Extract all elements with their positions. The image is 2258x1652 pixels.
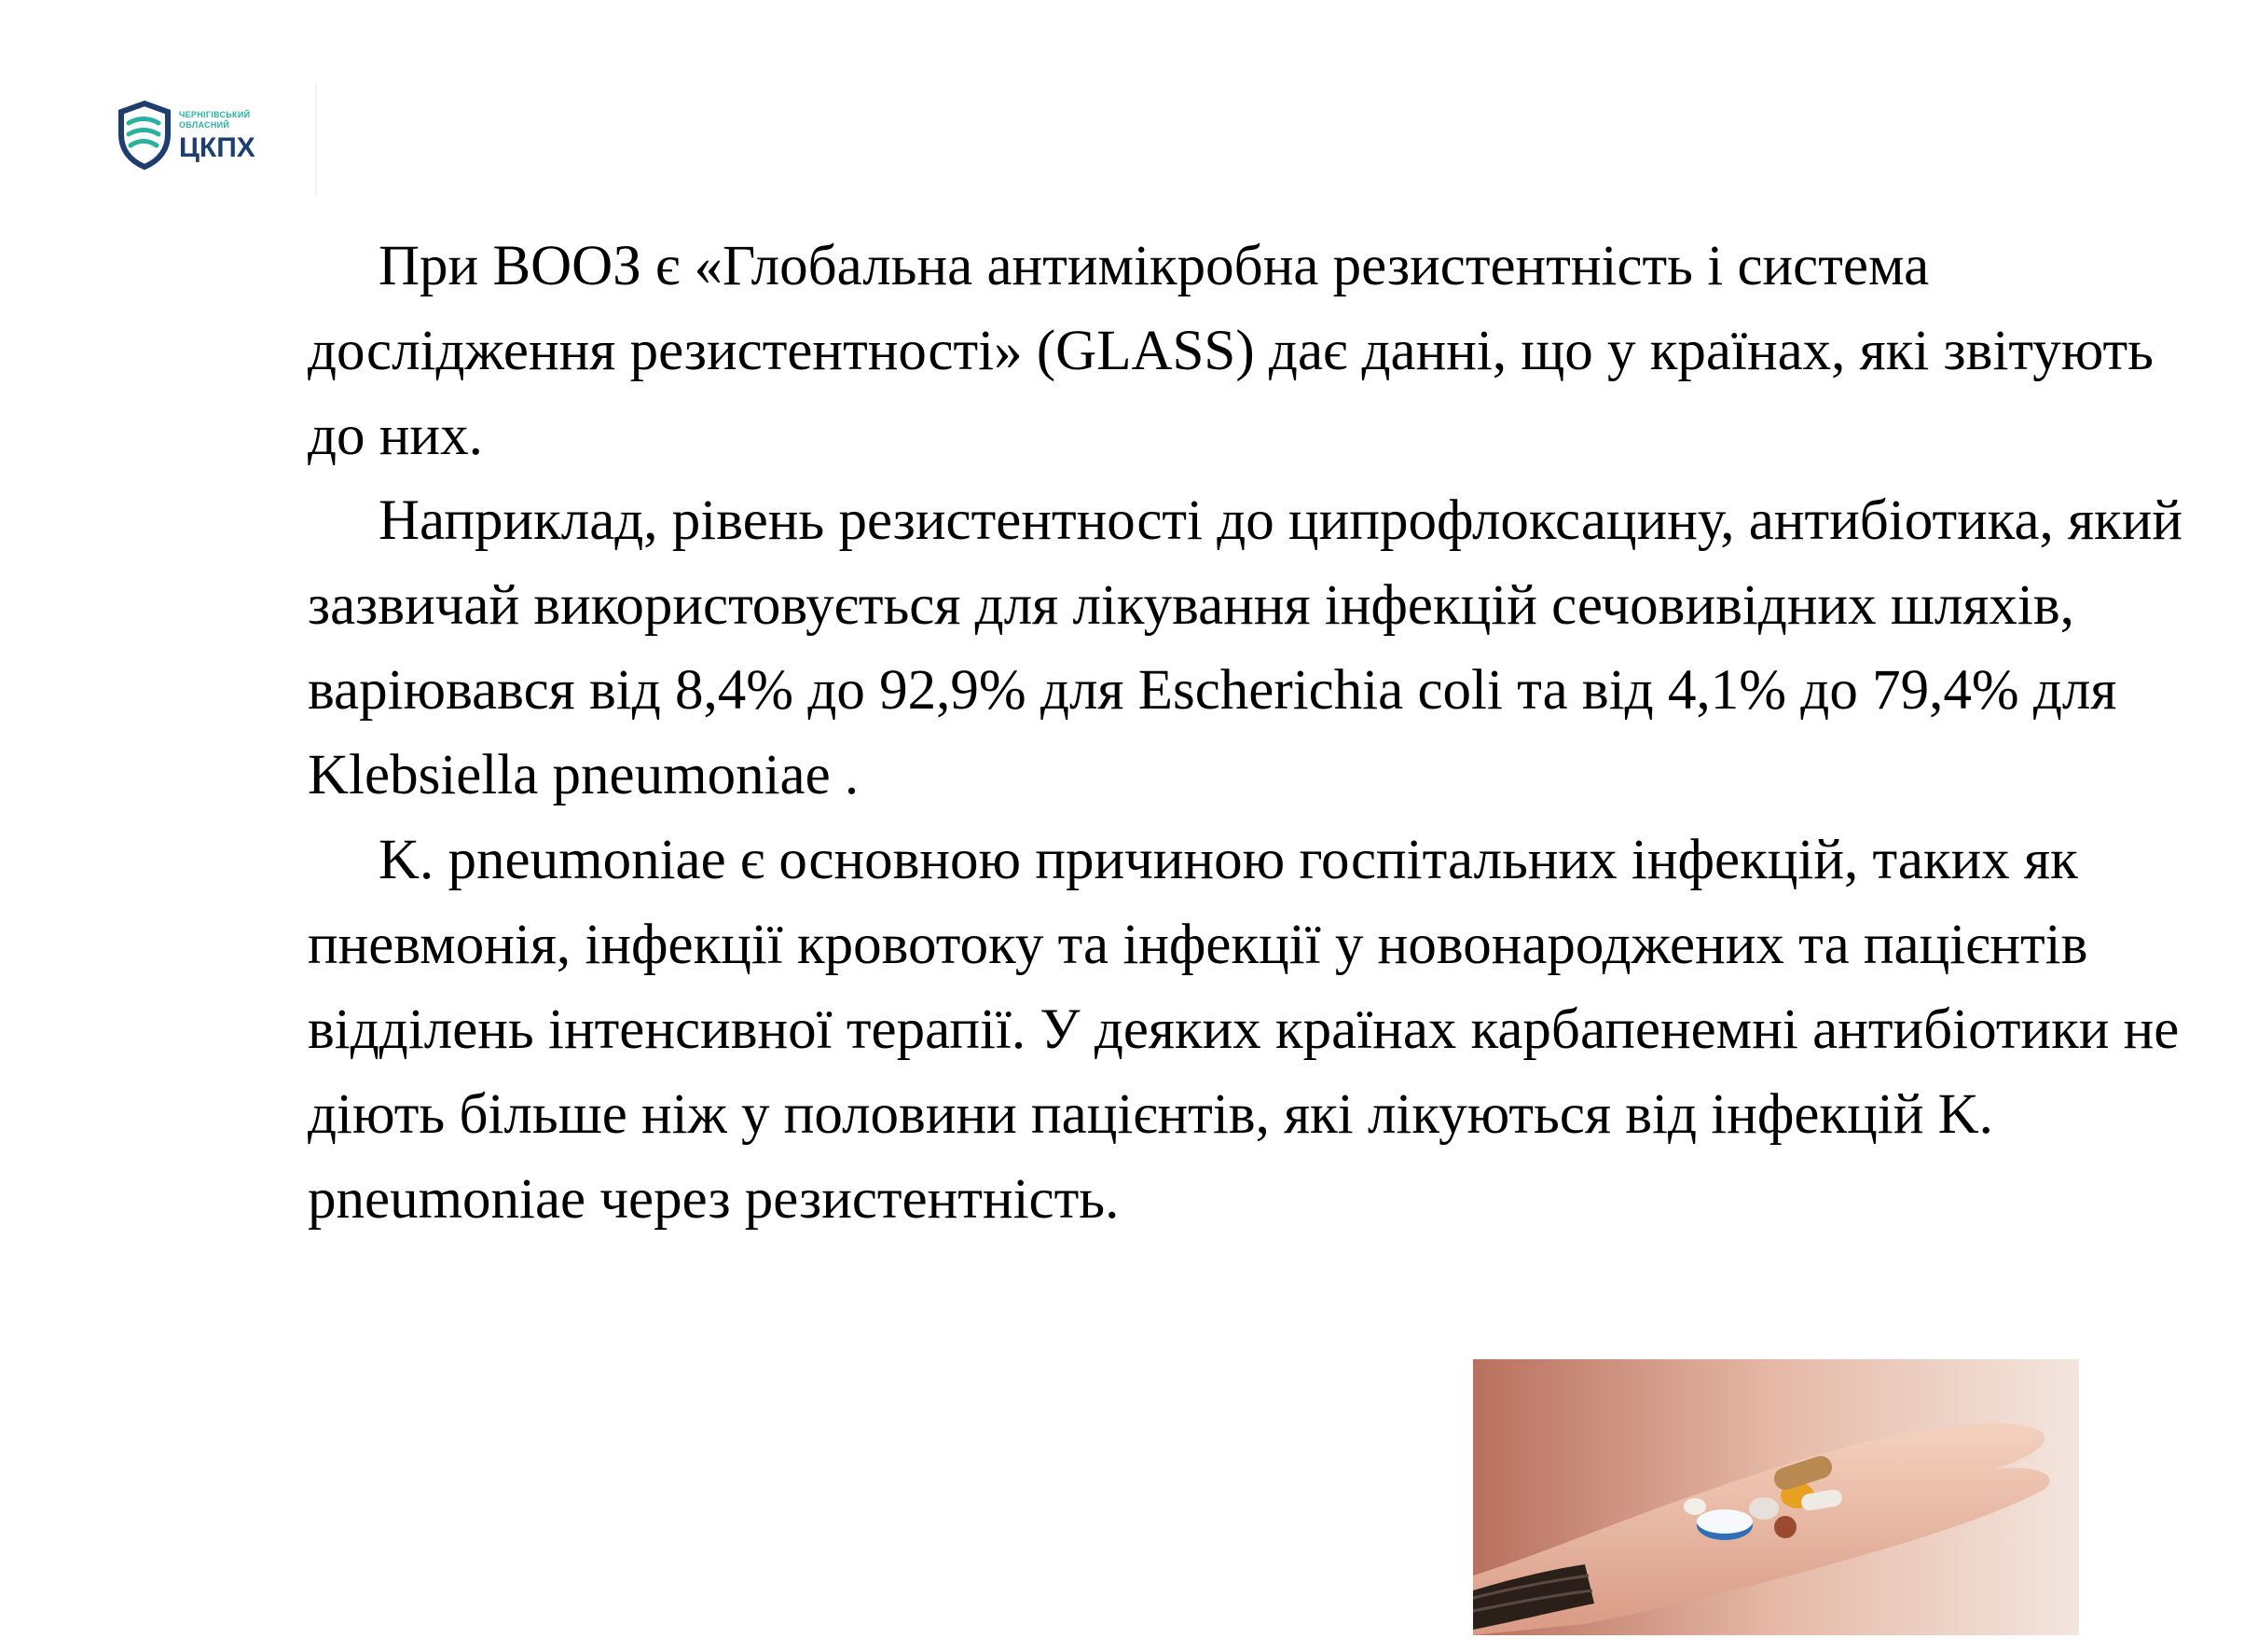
logo-line-2: ОБЛАСНИЙ: [179, 120, 230, 130]
paragraph-k-pneumoniae: K. pneumoniae є основною причиною госпітальних інфекцій, таких як пневмонія, інфекції кровотоку та інфекції у новонароджених та пацієнтів відділень інтенсивної терапії. У деяких країнах карбапенемні антибіотики не діють більше ніж у половини пацієнтів, які лікуються від інфекцій K. pneumoniae через резистентність.: [308, 829, 2180, 1231]
logo-line-1: ЧЕРНІГІВСЬКИЙ: [179, 110, 251, 119]
hand-with-pills-photo: [1473, 1359, 2079, 1635]
header-divider: [315, 84, 317, 196]
paragraph-glass: При ВООЗ є «Глобальна антимікробна резистентність і система дослідження резистентності» (GLASS) дає данні, що у країнах, які звітують до них.: [308, 235, 2154, 467]
logo-title: ЦКПХ: [179, 132, 255, 163]
shield-logo-icon: [117, 101, 172, 170]
organization-logo: [117, 101, 313, 172]
logo-subtitle: [179, 110, 250, 131]
paragraph-ciprofloxacin: Наприклад, рівень резистентності до ципрофлоксацину, антибіотика, який зазвичай використовується для лікування інфекцій сечовивідних шляхів, варіювався від 8,4% до 92,9% для Escherichia coli та від 4,1% до 79,4% для Klebsiella pneumoniae .: [308, 489, 2183, 806]
hand-with-pills-illustration: [1473, 1359, 2079, 1635]
slide-body-text: [308, 224, 2200, 1242]
